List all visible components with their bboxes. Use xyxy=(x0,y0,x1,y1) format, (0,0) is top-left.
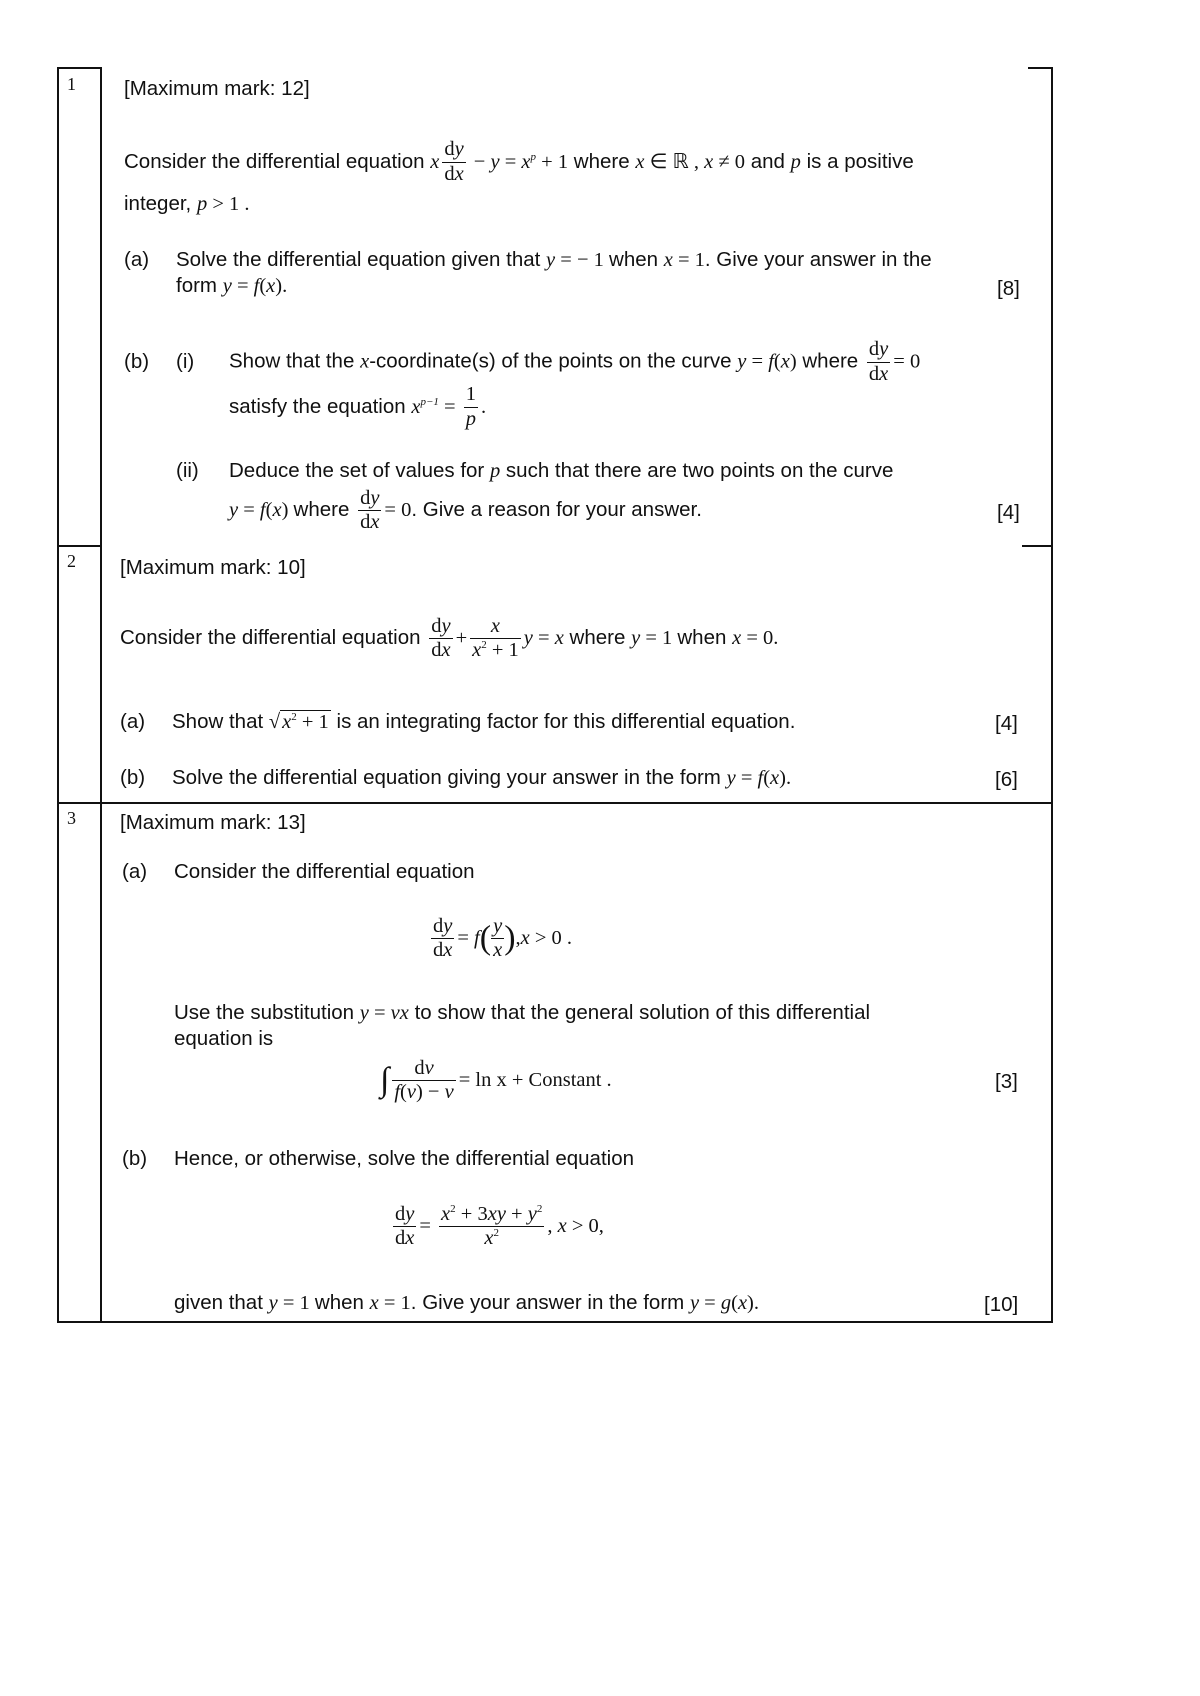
form-text: form xyxy=(176,274,217,297)
q3b-display-equation: $\frac{dy}{dx}$ = $\frac{x^2 + 3xy + y^2}{x^2}$ , x > 0, xyxy=(395,1202,604,1250)
where-text: where xyxy=(293,498,350,521)
subpart-label-ii: (ii) xyxy=(176,459,199,482)
max-mark: [Maximum mark: 13] xyxy=(120,811,306,834)
domain-expression: x xyxy=(635,150,645,173)
mark-q1b: [4] xyxy=(997,501,1020,524)
q1a-line-1: Solve the differential equation given that y = − 1 when x = 1. Give your answer in the xyxy=(176,248,932,271)
table-bottom-border xyxy=(57,1321,1053,1323)
when-text: when xyxy=(609,248,659,271)
q2b-line: Solve the differential equation giving your answer in the form y = f(x). xyxy=(172,766,792,789)
sqrt-expression: $√x^2 + 1$ xyxy=(268,711,329,733)
part-label-b: (b) xyxy=(124,350,150,373)
deduce-text: Deduce the set of values for xyxy=(229,459,485,482)
one-over-p-fraction: $\frac{1}{p}$ xyxy=(465,383,476,430)
when-text: when xyxy=(314,1291,364,1314)
mark-q3b: [10] xyxy=(984,1293,1019,1316)
where-text: where xyxy=(802,349,859,373)
q1bii-line-1: Deduce the set of values for p such that there are two points on the curve xyxy=(229,459,894,482)
constant-text: = ln x + Constant . xyxy=(458,1069,612,1091)
q1a-text: Solve the differential equation given that xyxy=(176,248,541,271)
table-right-border xyxy=(1051,67,1053,1322)
row-divider-1-right xyxy=(1022,545,1053,547)
dy-dx-fraction: $\frac{dy}{dx}$ xyxy=(444,138,464,185)
max-mark: [Maximum mark: 12] xyxy=(124,77,310,100)
q3a-line-1: Use the substitution y = vx to show that the general solution of this differential xyxy=(174,1001,871,1024)
where-text: where xyxy=(569,626,626,649)
show-text: Show that xyxy=(172,710,264,733)
show-text: Show that the xyxy=(229,349,355,373)
q1a-line-2: form y = f(x). xyxy=(176,274,288,297)
part-label-a: (a) xyxy=(120,710,146,733)
solve-text: Solve the differential equation giving your answer in the form xyxy=(172,766,721,789)
when-text: when xyxy=(677,626,727,649)
and-text: and xyxy=(750,149,785,173)
use-text: Use the substitution xyxy=(174,1001,355,1024)
give-text: . Give your answer in the xyxy=(704,248,932,271)
part-label-a: (a) xyxy=(124,248,150,271)
y-over-x-fraction: $\frac{y}{x}$ xyxy=(493,914,503,962)
q1-equation: x $\frac{dy}{dx}$ − $y = x^p + 1$ xyxy=(430,138,569,185)
dy-dx-fraction: $\frac{dy}{dx}$ xyxy=(868,338,889,385)
positive-text: is a positive xyxy=(806,149,914,173)
given-text: given that xyxy=(174,1291,263,1314)
mark-q1a: [8] xyxy=(997,277,1020,300)
question-number: 2 xyxy=(67,551,76,571)
part-label-b: (b) xyxy=(122,1147,148,1170)
intro-text: Consider the differential equation xyxy=(120,626,421,649)
row-divider-2 xyxy=(57,802,1053,804)
q3a-integral: ∫ $\frac{dv}{f(v) - v}$ = ln x + Constant . xyxy=(380,1056,612,1104)
integrating-factor-text: is an integrating factor for this differential equation. xyxy=(336,710,796,733)
subpart-label-i: (i) xyxy=(176,350,195,373)
mark-q2b: [6] xyxy=(995,768,1018,791)
table-top-right xyxy=(1028,67,1053,69)
q2-intro-line: Consider the differential equation $\frac{dy}{dx}$ + $\frac{x}{x^2 + 1}$ y = x where y = 1 when x = 0. xyxy=(120,614,779,662)
q1bi-line-1: Show that the x-coordinate(s) of the points on the curve y = f(x) where $\frac{dy}{dx}$ = 0 xyxy=(229,338,921,385)
intro-text: Consider the differential equation xyxy=(124,149,425,173)
q3a-display-equation: $\frac{dy}{dx}$ = f( $\frac{y}{x}$ ),x > 0 . xyxy=(433,914,573,962)
dv-over-fv-minus-v-fraction: $\frac{dv}{f(v) - v}$ xyxy=(394,1056,454,1104)
dy-dx-fraction: $\frac{dy}{dx}$ xyxy=(433,914,453,962)
x-over-x2-plus-1-fraction: $\frac{x}{x^2 + 1}$ xyxy=(472,614,519,662)
coordinate-text: -coordinate(s) of the points on the curve xyxy=(369,349,732,373)
dy-dx-fraction: $\frac{dy}{dx}$ xyxy=(431,614,451,662)
q1-intro-line-2: integer, p > 1 . xyxy=(124,192,250,215)
two-points-text: such that there are two points on the curve xyxy=(505,459,894,482)
reason-text: . Give a reason for your answer. xyxy=(411,498,702,521)
quadratic-fraction: $\frac{x^2 + 3xy + y^2}{x^2}$ xyxy=(441,1202,543,1250)
where-text: where xyxy=(573,149,630,173)
table-top-left xyxy=(57,67,101,69)
satisfy-text: satisfy the equation xyxy=(229,394,406,418)
q3a-intro: Consider the differential equation xyxy=(174,860,475,883)
dy-dx-fraction: $\frac{dy}{dx}$ xyxy=(395,1202,415,1250)
q2a-line xyxy=(172,712,795,733)
part-label-b: (b) xyxy=(120,766,146,789)
question-number: 1 xyxy=(67,74,76,94)
number-column-divider xyxy=(100,67,102,1322)
table-left-border xyxy=(57,67,59,1322)
mark-q2a: [4] xyxy=(995,712,1018,735)
q1bii-line-2: y = f(x) where $\frac{dy}{dx}$ = 0. Give a reason for your answer. xyxy=(229,486,702,534)
give-text: . Give your answer in the form xyxy=(410,1291,685,1314)
q3b-final-line: given that y = 1 when x = 1. Give your answer in the form y = g(x). xyxy=(174,1291,759,1314)
general-solution-text: to show that the general solution of this differential xyxy=(414,1001,871,1024)
question-number: 3 xyxy=(67,808,76,828)
q3b-intro: Hence, or otherwise, solve the differential equation xyxy=(174,1147,635,1170)
q1-intro-line: Consider the differential equation x $\frac{dy}{dx}$ − $y = x^p + 1$ where x ∈ ℝ , x ≠ 0 and p is a positive xyxy=(124,138,914,185)
dy-dx-fraction: $\frac{dy}{dx}$ xyxy=(360,486,380,534)
q3a-line-2: equation is xyxy=(174,1027,274,1050)
max-mark: [Maximum mark: 10] xyxy=(120,556,306,579)
part-label-a: (a) xyxy=(122,860,148,883)
mark-q3a: [3] xyxy=(995,1070,1018,1093)
integer-text: integer, xyxy=(124,192,192,215)
q1bi-line-2: satisfy the equation $x^{p-1}$ = $\frac{1}{p}$ . xyxy=(229,383,487,430)
row-divider-1-left xyxy=(57,545,101,547)
